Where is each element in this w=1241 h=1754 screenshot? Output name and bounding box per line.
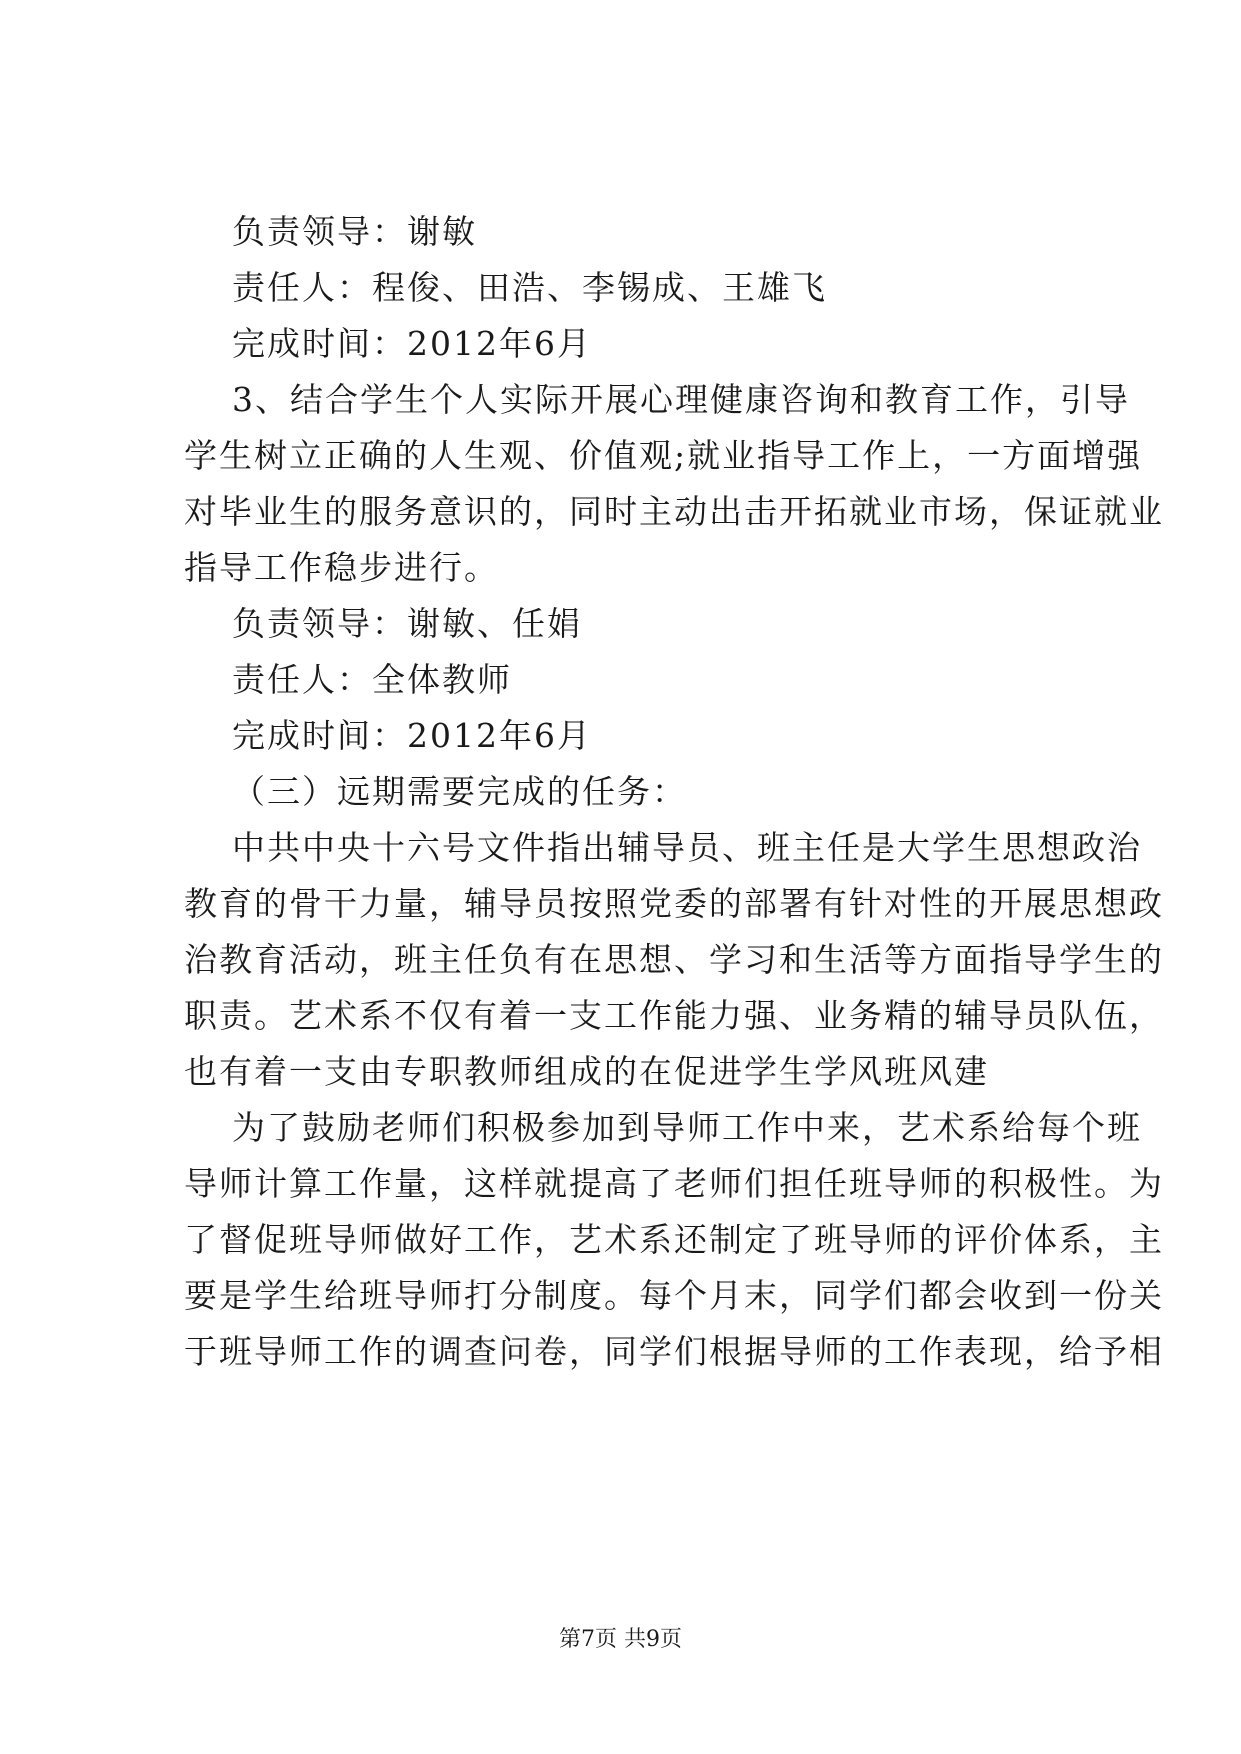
text-line: 职责。艺术系不仅有着一支工作能力强、业务精的辅导员队伍， xyxy=(184,996,1164,1035)
text-line: 负责领导：谢敏、任娟 xyxy=(232,604,582,643)
section-heading: （三）远期需要完成的任务： xyxy=(232,772,687,811)
page-number-footer: 第7页 共9页 xyxy=(559,1627,682,1652)
text-line: 学生树立正确的人生观、价值观;就业指导工作上，一方面增强 xyxy=(184,436,1143,475)
text-line: 为了鼓励老师们积极参加到导师工作中来，艺术系给每个班 xyxy=(232,1108,1142,1147)
text-line: 了督促班导师做好工作，艺术系还制定了班导师的评价体系，主 xyxy=(184,1220,1164,1259)
text-line: 也有着一支由专职教师组成的在促进学生学风班风建 xyxy=(184,1052,989,1091)
text-line: 责任人：程俊、田浩、李锡成、王雄飞 xyxy=(232,268,827,307)
text-line: 指导工作稳步进行。 xyxy=(184,548,499,587)
text-line: 导师计算工作量，这样就提高了老师们担任班导师的积极性。为 xyxy=(184,1164,1164,1203)
text-line: 治教育活动，班主任负有在思想、学习和生活等方面指导学生的 xyxy=(184,940,1164,979)
text-line: 责任人：全体教师 xyxy=(232,660,512,699)
text-line: 完成时间：2012年6月 xyxy=(232,324,592,363)
text-line: 负责领导：谢敏 xyxy=(232,212,477,251)
text-line: 于班导师工作的调查问卷，同学们根据导师的工作表现，给予相 xyxy=(184,1332,1164,1371)
text-line: 教育的骨干力量，辅导员按照党委的部署有针对性的开展思想政 xyxy=(184,884,1164,923)
text-line: 完成时间：2012年6月 xyxy=(232,716,592,755)
text-line: 要是学生给班导师打分制度。每个月末，同学们都会收到一份关 xyxy=(184,1276,1164,1315)
text-line: 对毕业生的服务意识的，同时主动出击开拓就业市场，保证就业 xyxy=(184,492,1164,531)
text-line: 中共中央十六号文件指出辅导员、班主任是大学生思想政治 xyxy=(232,828,1142,867)
text-line: 3、结合学生个人实际开展心理健康咨询和教育工作，引导 xyxy=(232,380,1130,419)
